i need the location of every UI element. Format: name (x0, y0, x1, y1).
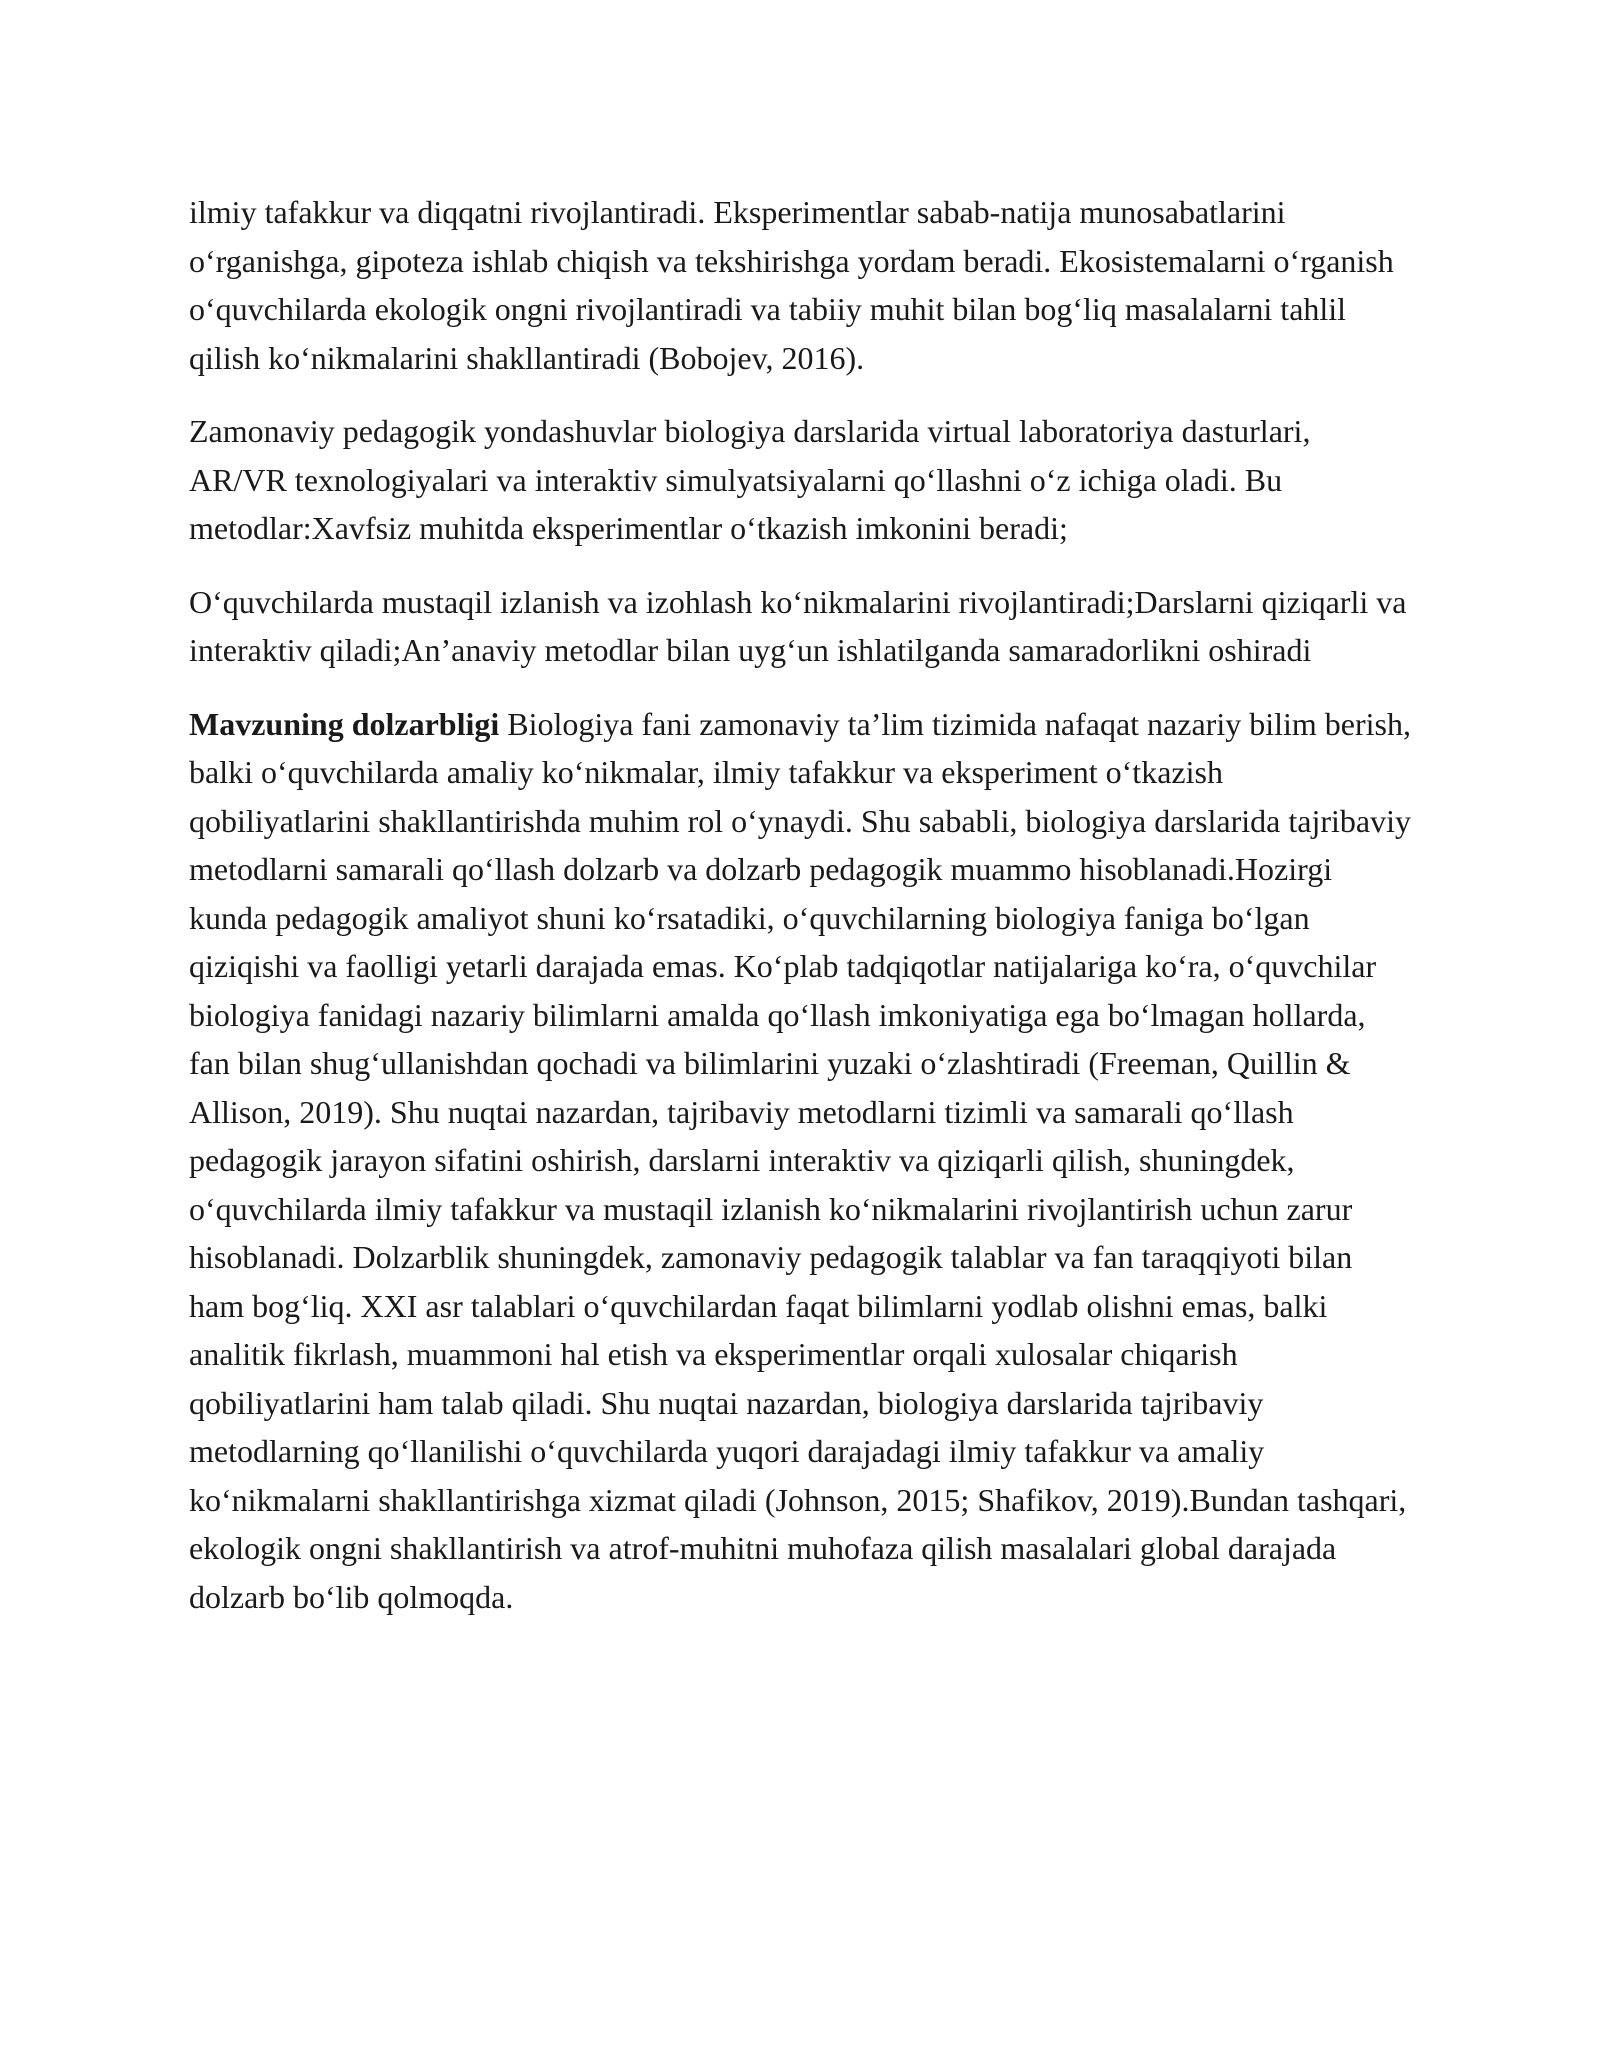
paragraph-2-text: Zamonaviy pedagogik yondashuvlar biologiya darslarida virtual laboratoriya dasturlari, AR/VR texnologiyalari va interaktiv simulyatsiyalarni qo‘llashni o‘z ichiga oladi. Bu metodlar:Xavfsiz muhitda eksperimentlar o‘tkazish imkonini beradi; (189, 413, 1311, 546)
paragraph-1-text: ilmiy tafakkur va diqqatni rivojlantiradi. Eksperimentlar sabab-natija munosabatlarini o‘rganishga, gipoteza ishlab chiqish va tekshirishga yordam beradi. Ekosistemalarni o‘rganish o‘quvchilarda ekologik ongni rivojlantiradi va tabiiy muhit bilan bog‘liq masalalarni tahlil qilish ko‘nikmalarini shakllantiradi (Bobojev, 2016). (189, 194, 1394, 376)
document-body (189, 188, 1411, 1646)
paragraph-2 (189, 407, 1411, 553)
paragraph-4 (189, 700, 1411, 1622)
paragraph-3 (189, 578, 1411, 675)
paragraph-3-text: O‘quvchilarda mustaqil izlanish va izohlash ko‘nikmalarini rivojlantiradi;Darslarni qiziqarli va interaktiv qiladi;An’anaviy metodlar bilan uyg‘un ishlatilganda samaradorlikni oshiradi (189, 583, 1407, 668)
paragraph-4-text: Biologiya fani zamonaviy ta’lim tizimida nafaqat nazariy bilim berish, balki o‘quvchilarda amaliy ko‘nikmalar, ilmiy tafakkur va eksperiment o‘tkazish qobiliyatlarini shakllantirishda muhim rol o‘ynaydi. Shu sababli, biologiya darslarida tajribaviy metodlarni samarali qo‘llash dolzarb va dolzarb pedagogik muammo hisoblanadi.Hozirgi kunda pedagogik amaliyot shuni ko‘rsatadiki, o‘quvchilarning biologiya faniga bo‘lgan qiziqishi va faolligi yetarli darajada emas. Ko‘plab tadqiqotlar natijalariga ko‘ra, o‘quvchilar biologiya fanidagi nazariy bilimlarni amalda qo‘llash imkoniyatiga ega bo‘lmagan hollarda, fan bilan shug‘ullanishdan qochadi va bilimlarini yuzaki o‘zlashtiradi (Freeman, Quillin & Allison, 2019). Shu nuqtai nazardan, tajribaviy metodlarni tizimli va samarali qo‘llash pedagogik jarayon sifatini oshirish, darslarni interaktiv va qiziqarli qilish, shuningdek, o‘quvchilarda ilmiy tafakkur va mustaqil izlanish ko‘nikmalarini rivojlantirish uchun zarur hisoblanadi. Dolzarblik shuningdek, zamonaviy pedagogik talablar va fan taraqqiyoti bilan ham bog‘liq. XXI asr talablari o‘quvchilardan faqat bilimlarni yodlab olishni emas, balki analitik fikrlash, muammoni hal etish va eksperimentlar orqali xulosalar chiqarish qobiliyatlarini ham talab qiladi. Shu nuqtai nazardan, biologiya darslarida tajribaviy metodlarning qo‘llanilishi o‘quvchilarda yuqori darajadagi ilmiy tafakkur va amaliy ko‘nikmalarni shakllantirishga xizmat qiladi (Johnson, 2015; Shafikov, 2019).Bundan tashqari, ekologik ongni shakllantirish va atrof-muhitni muhofaza qilish masalalari global darajada dolzarb bo‘lib qolmoqda. (189, 705, 1411, 1615)
paragraph-1 (189, 188, 1411, 382)
section-heading: Mavzuning dolzarbligi (189, 705, 500, 742)
